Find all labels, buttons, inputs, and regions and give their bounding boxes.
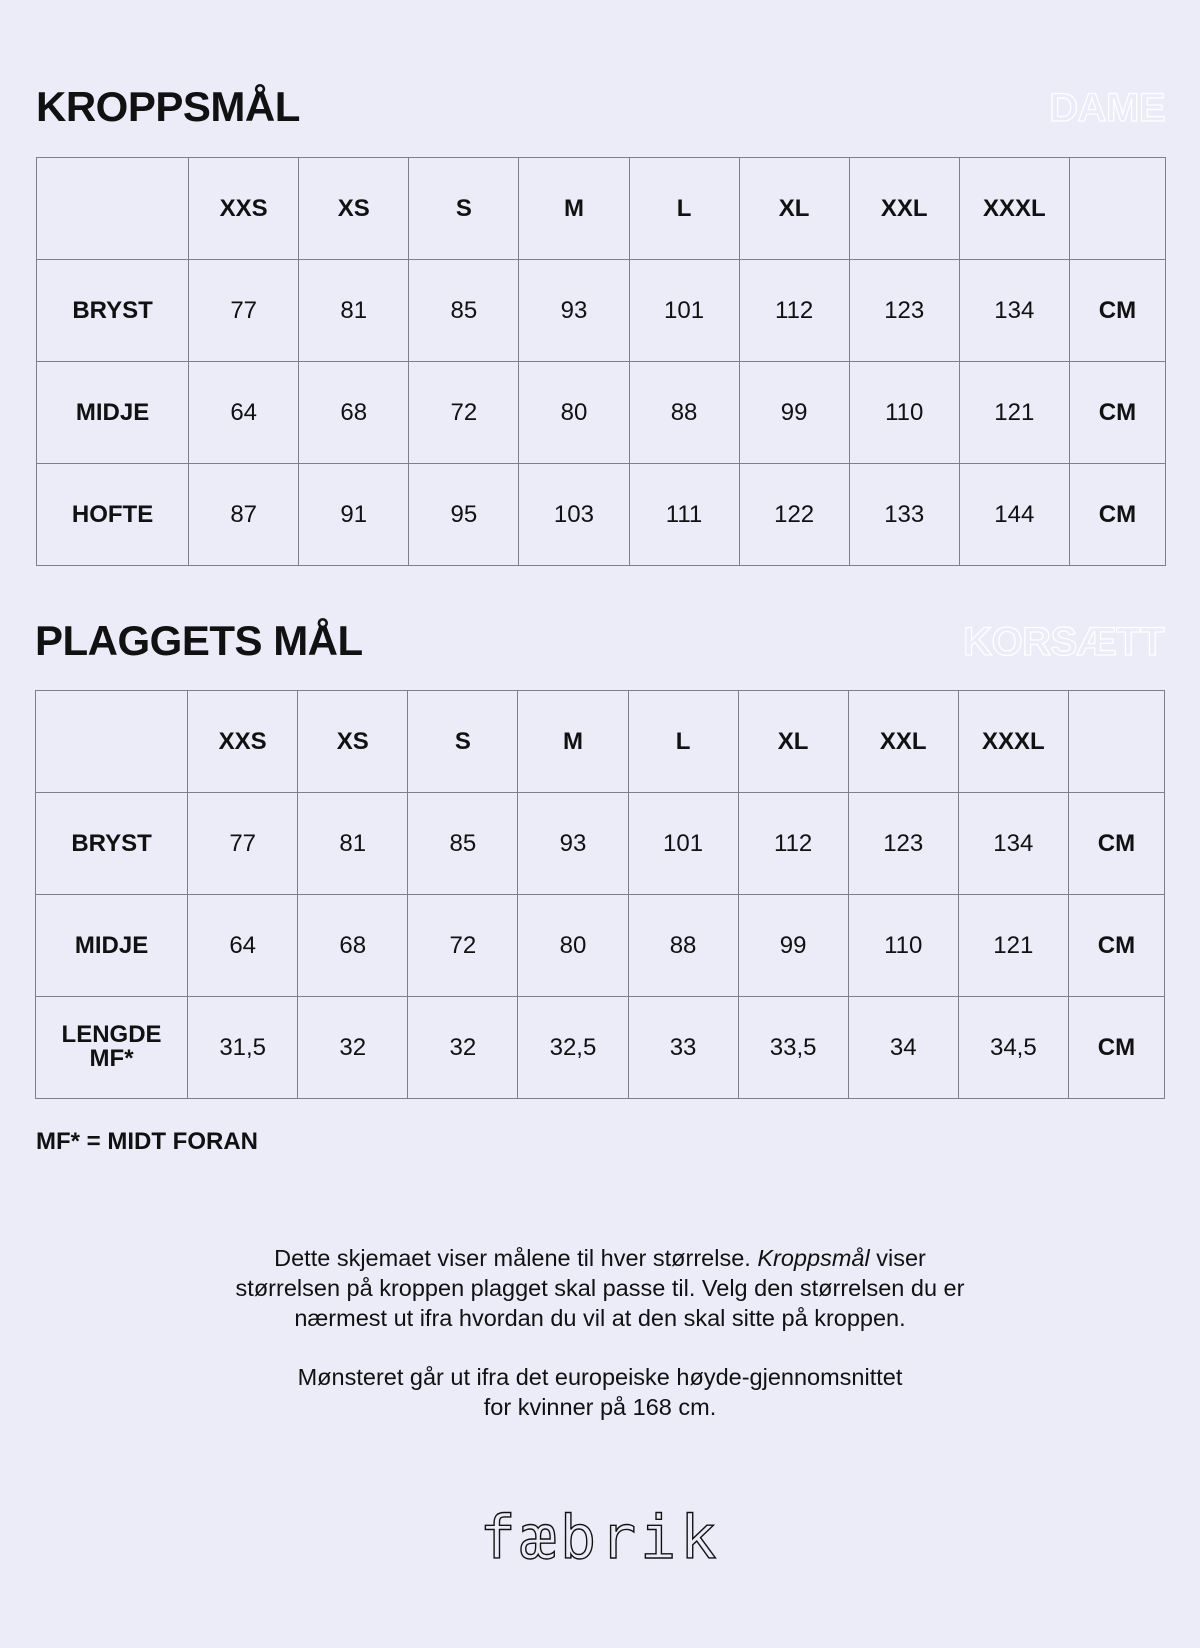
description-paragraph-1 [150,1243,1050,1333]
row-label-line: LENGDE [61,1020,162,1048]
description-text: Mønsteret går ut ifra det europeiske høyde-gjennomsnittet [297,1364,903,1390]
size-header: M [519,158,629,260]
table-cell: 123 [848,793,958,895]
description-text: viser [869,1245,926,1271]
table-cell: 81 [299,260,409,362]
table-cell: 134 [958,793,1068,895]
table-cell: 33,5 [738,997,848,1099]
size-header: S [409,158,519,260]
table-cell: 68 [299,362,409,464]
body-measurements-table [36,157,1166,566]
body-measurements-title: KROPPSMÅL [36,83,300,130]
garment-measurements-table [35,690,1165,1099]
corner-cell [37,158,189,260]
table-cell: 77 [189,260,299,362]
row-label-hip: HOFTE [37,464,189,566]
table-row [37,362,1166,464]
table-cell: 31,5 [188,997,298,1099]
description-text: Dette skjemaet viser målene til hver størrelse. [274,1245,758,1271]
size-header: XL [738,691,848,793]
table-cell: 64 [188,895,298,997]
size-header: XXL [849,158,959,260]
description-text: størrelsen på kroppen plagget skal passe til. Velg den størrelsen du er [235,1275,965,1301]
row-label-bust: BRYST [36,793,188,895]
corner-cell [36,691,188,793]
table-cell: 93 [519,260,629,362]
table-cell: 81 [298,793,408,895]
unit-header-cell [1068,691,1164,793]
table-cell: 123 [849,260,959,362]
table-row [36,793,1165,895]
table-cell: 80 [519,362,629,464]
table-cell: 68 [298,895,408,997]
table-cell: 121 [959,362,1069,464]
garment-measurements-title: PLAGGETS MÅL [35,617,363,664]
size-header: L [629,158,739,260]
row-label-line: MF* [89,1044,134,1072]
table-cell: 72 [409,362,519,464]
size-header: XXXL [958,691,1068,793]
table-cell: 85 [408,793,518,895]
size-header: XXS [189,158,299,260]
footnote: MF* = MIDT FORAN [36,1128,258,1155]
table-header-row [37,158,1166,260]
logo-wordmark: fæbrik [479,1503,721,1573]
size-header: XXL [848,691,958,793]
row-label-lines [61,1020,162,1072]
table-cell: 32 [408,997,518,1099]
table-cell: 32,5 [518,997,628,1099]
description-text: for kvinner på 168 cm. [483,1394,717,1420]
table-cell: 33 [628,997,738,1099]
table-cell: 112 [738,793,848,895]
table-cell: 101 [629,260,739,362]
table-cell: 80 [518,895,628,997]
unit-cell: CM [1068,793,1164,895]
table-cell: 85 [409,260,519,362]
unit-cell: CM [1069,464,1165,566]
table-cell: 77 [188,793,298,895]
row-label-bust: BRYST [37,260,189,362]
table-row [36,997,1165,1099]
table-cell: 110 [848,895,958,997]
size-header: XS [298,691,408,793]
table-cell: 95 [409,464,519,566]
table-cell: 64 [189,362,299,464]
table-row [37,464,1166,566]
size-header: L [628,691,738,793]
table-cell: 93 [518,793,628,895]
table-cell: 101 [628,793,738,895]
table-cell: 111 [629,464,739,566]
table-cell: 121 [958,895,1068,997]
body-measurements-header [36,83,1165,146]
size-header: M [518,691,628,793]
row-label-waist: MIDJE [36,895,188,997]
table-cell: 99 [738,895,848,997]
size-header: S [408,691,518,793]
table-row [37,260,1166,362]
description-text: nærmest ut ifra hvordan du vil at den skal sitte på kroppen. [294,1305,906,1331]
table-cell: 122 [739,464,849,566]
table-cell: 87 [189,464,299,566]
unit-cell: CM [1068,997,1164,1099]
body-measurements-tag: DAME [1049,86,1165,130]
unit-cell: CM [1069,260,1165,362]
table-cell: 110 [849,362,959,464]
table-cell: 88 [629,362,739,464]
table-cell: 34,5 [958,997,1068,1099]
table-cell: 112 [739,260,849,362]
table-cell: 134 [959,260,1069,362]
unit-cell: CM [1068,895,1164,997]
row-label-waist: MIDJE [37,362,189,464]
table-cell: 91 [299,464,409,566]
table-row [36,895,1165,997]
table-cell: 133 [849,464,959,566]
description-emphasis: Kroppsmål [757,1245,870,1271]
unit-header-cell [1069,158,1165,260]
table-cell: 32 [298,997,408,1099]
table-cell: 88 [628,895,738,997]
table-cell: 99 [739,362,849,464]
table-cell: 72 [408,895,518,997]
fabrik-logo [470,1500,730,1580]
size-header: XL [739,158,849,260]
garment-measurements-tag: KORSÆTT [963,620,1164,664]
table-header-row [36,691,1165,793]
size-header: XXXL [959,158,1069,260]
table-cell: 103 [519,464,629,566]
row-label-length-center-front [36,997,188,1099]
description-paragraph-2 [150,1362,1050,1422]
size-header: XXS [188,691,298,793]
garment-measurements-header [35,617,1164,680]
table-cell: 144 [959,464,1069,566]
size-header: XS [299,158,409,260]
unit-cell: CM [1069,362,1165,464]
table-cell: 34 [848,997,958,1099]
